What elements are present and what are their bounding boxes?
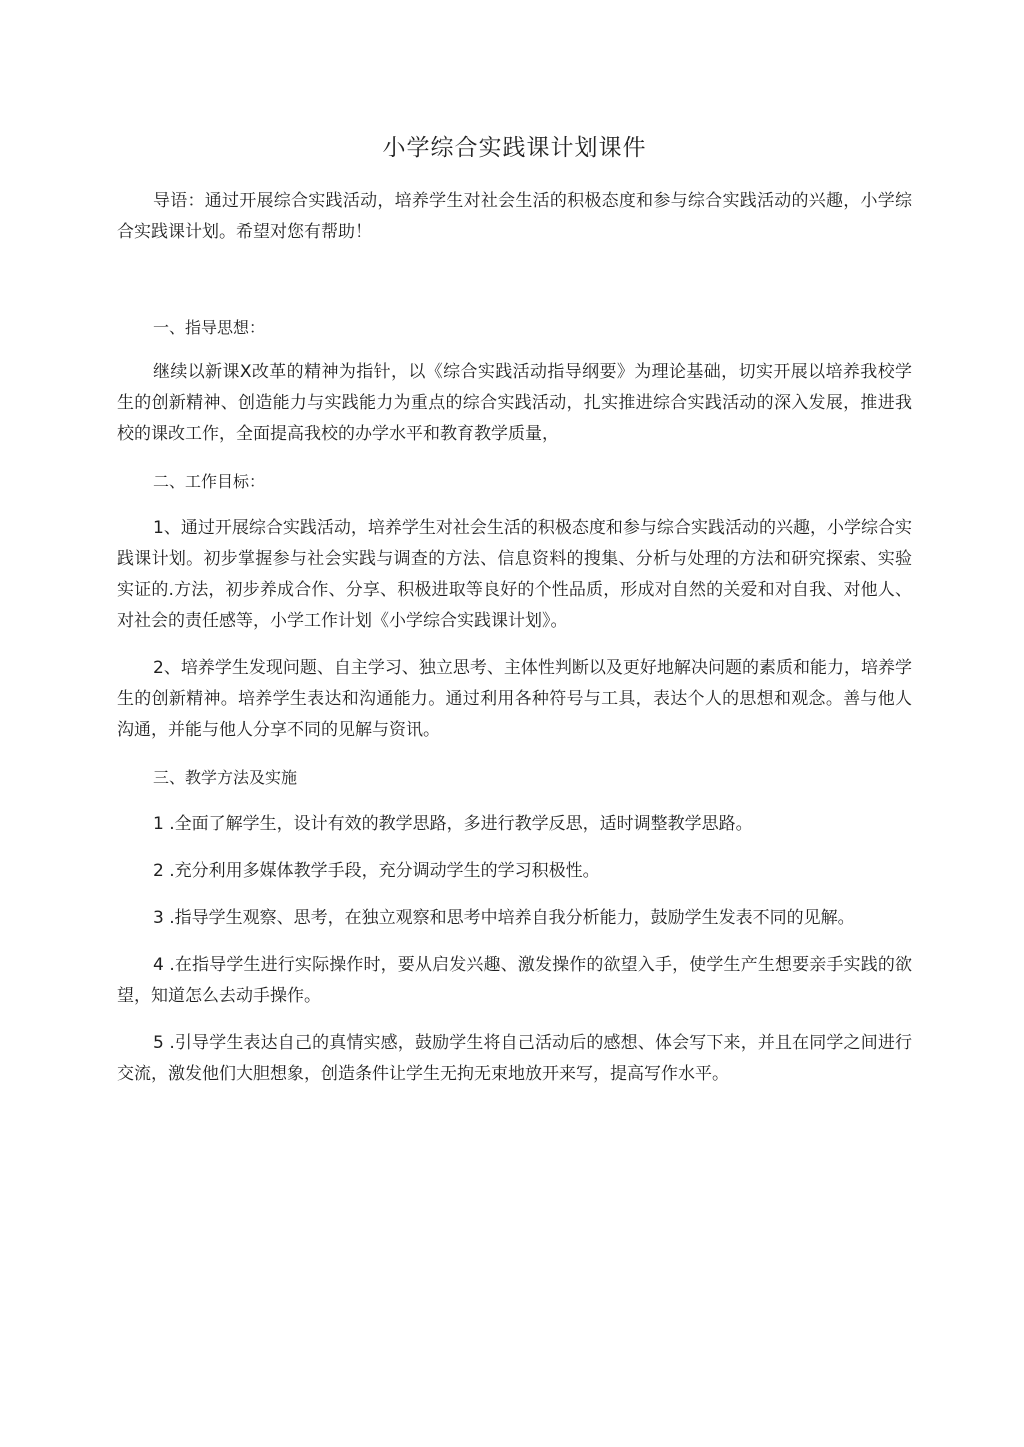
section-heading-work-goals: 二、工作目标： — [153, 472, 266, 491]
section-2-paragraph-2: 2、培养学生发现问题、自主学习、独立思考、主体性判断以及更好地解决问题的素质和能力，培养学生的创新精神。培养学生表达和沟通能力。通过利用各种符号与工具，表达个人的思想和观念。善与他人沟通，并能与他人分享不同的见解与资讯。 — [117, 658, 912, 740]
section-3-item-3: 3 .指导学生观察、思考，在独立观察和思考中培养自我分析能力，鼓励学生发表不同的见解。 — [153, 908, 855, 928]
section-heading-guiding-ideology: 一、指导思想： — [153, 318, 266, 337]
section-3-item-1: 1 .全面了解学生，设计有效的教学思路，多进行教学反思，适时调整教学思路。 — [153, 814, 753, 834]
document-title: 小学综合实践课计划课件 — [382, 135, 647, 161]
section-3-item-2: 2 .充分利用多媒体教学手段，充分调动学生的学习积极性。 — [153, 861, 600, 881]
section-heading-teaching-methods: 三、教学方法及实施 — [153, 768, 298, 787]
intro-paragraph: 导语：通过开展综合实践活动，培养学生对社会生活的积极态度和参与综合实践活动的兴趣，小学综合实践课计划。希望对您有帮助！ — [117, 191, 912, 242]
section-1-paragraph-1: 继续以新课X改革的精神为指针，以《综合实践活动指导纲要》为理论基础，切实开展以培养我校学生的创新精神、创造能力与实践能力为重点的综合实践活动，扎实推进综合实践活动的深入发展，推进我校的课改工作，全面提高我校的办学水平和教育教学质量， — [117, 362, 912, 444]
section-3-item-4: 4 .在指导学生进行实际操作时，要从启发兴趣、激发操作的欲望入手，使学生产生想要亲手实践的欲望，知道怎么去动手操作。 — [117, 955, 912, 1006]
section-2-paragraph-1: 1、通过开展综合实践活动，培养学生对社会生活的积极态度和参与综合实践活动的兴趣，小学综合实践课计划。初步掌握参与社会实践与调查的方法、信息资料的搜集、分析与处理的方法和研究探索、实验实证的.方法，初步养成合作、分享、积极进取等良好的个性品质，形成对自然的关爱和对自我、对他人、对社会的责任感等，小学工作计划《小学综合实践课计划》。 — [117, 518, 912, 631]
section-3-item-5: 5 .引导学生表达自己的真情实感，鼓励学生将自己活动后的感想、体会写下来，并且在同学之间进行交流，激发他们大胆想象，创造条件让学生无拘无束地放开来写，提高写作水平。 — [117, 1033, 912, 1084]
